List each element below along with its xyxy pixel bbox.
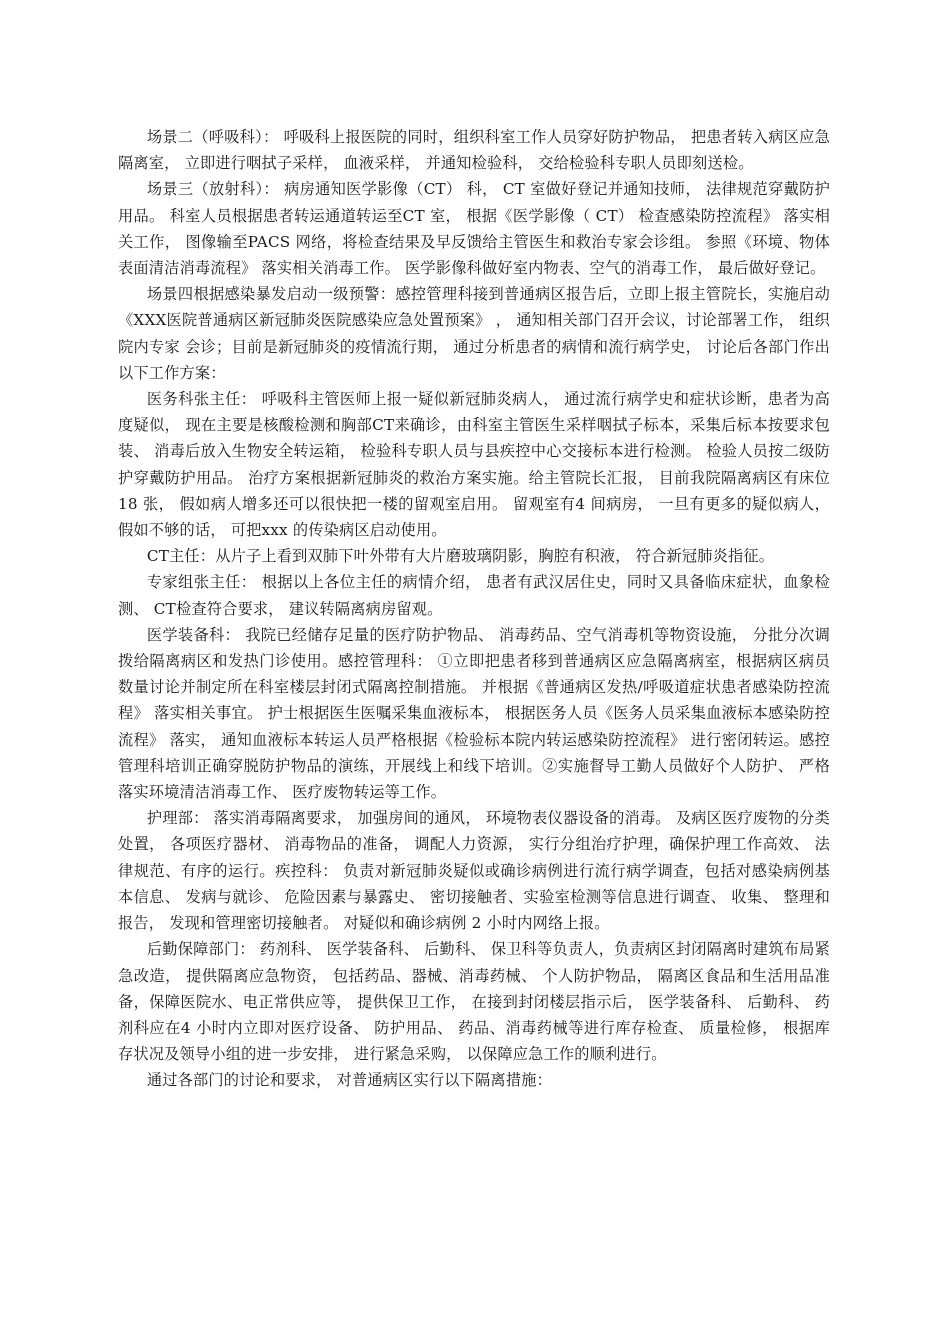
paragraph-expert-group-director: 专家组张主任： 根据以上各位主任的病情介绍， 患者有武汉居住史，同时又具备临床症状，血象检测、 CT检查符合要求， 建议转隔离病房留观。 [118, 573, 830, 618]
document-page [118, 124, 830, 1094]
paragraph-medical-equipment-dept: 医学装备科： 我院已经储存足量的医疗防护物品、 消毒药品、空气消毒机等物资设施， 分批分次调拨给隔离病区和发热门诊使用。感控管理科： ①立即把患者移到普通病区应急隔离病室，根据病区病员数量讨论并制定所在科室楼层封闭式隔离控制措施。 并根据《普通病区发热/呼吸道症状患者感染防控流程》 落实相关事宜。 护士根据医生医嘱采集血液标本， 根据医务人员《医务人员采集血液标本感染防控流程》 落实， 通知血液标本转运人员严格根据《检验标本院内转运感染防控流程》 进行密闭转运。感控管理科培训正确穿脱防护物品的演练，开展线上和线下培训。②实施督导工勤人员做好个人防护、 严格落实环境清洁消毒工作、 医疗废物转运等工作。 [118, 625, 830, 802]
paragraph-ct-director: CT主任：从片子上看到双肺下叶外带有大片磨玻璃阴影，胸腔有积液， 符合新冠肺炎指征。 [146, 547, 775, 566]
paragraph-logistics-dept: 后勤保障部门： 药剂科、 医学装备科、 后勤科、 保卫科等负责人，负责病区封闭隔离时建筑布局紧急改造， 提供隔离应急物资， 包括药品、器械、消毒药械、 个人防护物品， 隔离区食品和生活用品准备，保障医院水、电正常供应等， 提供保卫工作， 在接到封闭楼层指示后， 医学装备科、 后勤科、 药剂科应在4 小时内立即对医疗设备、 防护用品、 药品、消毒药械等进行库存检查、 质量检修， 根据库存状况及领导小组的进一步安排， 进行紧急采购， 以保障应急工作的顺利进行。 [118, 940, 830, 1064]
paragraph-isolation-measures-intro: 通过各部门的讨论和要求， 对普通病区实行以下隔离措施： [146, 1071, 552, 1090]
paragraph-scene-two-respiratory: 场景二（呼吸科）： 呼吸科上报医院的同时，组织科室工作人员穿好防护物品， 把患者转入病区应急隔离室， 立即进行咽拭子采样， 血液采样， 并通知检验科， 交给检验科专职人员即刻送检。 [118, 128, 830, 173]
paragraph-scene-four-alert: 场景四根据感染暴发启动一级预警：感控管理科接到普通病区报告后，立即上报主管院长，实施启动《XXX医院普通病区新冠肺炎医院感染应急处置预案》 ， 通知相关部门召开会议，讨论部署工作， 组织院内专家 会诊；目前是新冠肺炎的疫情流行期， 通过分析患者的病情和流行病学史， 讨论后各部门作出以下工作方案： [118, 285, 830, 382]
paragraph-nursing-dept: 护理部： 落实消毒隔离要求， 加强房间的通风， 环境物表仪器设备的消毒。 及病区医疗废物的分类处置， 各项医疗器材、 消毒物品的准备， 调配人力资源， 实行分组治疗护理，确保护理工作高效、 法律规范、有序的运行。疾控科： 负责对新冠肺炎疑似或确诊病例进行流行病学调查，包括对感染病例基本信息、 发病与就诊、 危险因素与暴露史、 密切接触者、实验室检测等信息进行调查、 收集、 整理和报告， 发现和管理密切接触者。 对疑似和确诊病例 2 小时内网络上报。 [118, 809, 830, 933]
paragraph-medical-affairs-director: 医务科张主任： 呼吸科主管医师上报一疑似新冠肺炎病人， 通过流行病学史和症状诊断，患者为高度疑似， 现在主要是核酸检测和胸部CT来确诊，由科室主管医生采样咽拭子标本，采集后标本按要求包装、 消毒后放入生物安全转运箱， 检验科专职人员与县疾控中心交接标本进行检测。 检验人员按二级防护穿戴防护用品。 治疗方案根据新冠肺炎的救治方案实施。给主管院长汇报， 目前我院隔离病区有床位18 张， 假如病人增多还可以很快把一楼的留观室启用。 留观室有4 间病房， 一旦有更多的疑似病人，假如不够的话， 可把xxx 的传染病区启动使用。 [118, 390, 830, 540]
paragraph-scene-three-radiology: 场景三（放射科）： 病房通知医学影像（CT） 科， CT 室做好登记并通知技师， 法律规范穿戴防护用品。 科室人员根据患者转运通道转运至CT 室， 根据《医学影像（ CT） 检查感染防控流程》 落实相关工作， 图像输至PACS 网络，将检查结果及早反馈给主管医生和救治专家会诊组。 参照《环境、物体表面清洁消毒流程》 落实相关消毒工作。 医学影像科做好室内物表、空气的消毒工作， 最后做好登记。 [118, 180, 830, 278]
